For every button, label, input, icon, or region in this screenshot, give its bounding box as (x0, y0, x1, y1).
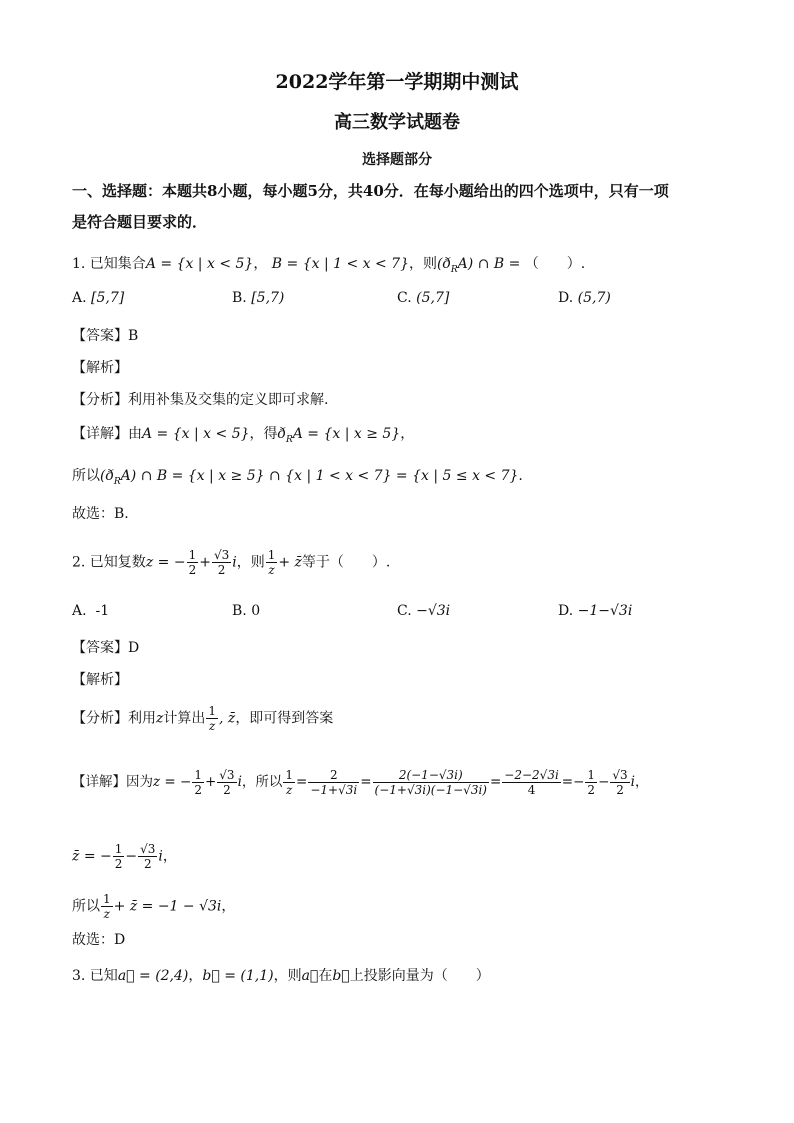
q2-option-a: A. -1 (72, 603, 110, 619)
q1-expr-rest: A) ∩ B = (457, 256, 521, 272)
q1-set-a: A = {x | x < 5} (145, 256, 254, 272)
q2-analysis-tag: 【解析】 (72, 672, 128, 688)
q3-stem: 3. 已知a⃗ = (2,4)，b⃗ = (1,1)，则a⃗在b⃗上投影向量为（ ） (72, 968, 490, 984)
q1-analysis-tag: 【解析】 (72, 360, 128, 376)
q1-blank: （ ）. (524, 256, 586, 272)
q1-stem (72, 254, 734, 280)
q2-so: 所以 $\frac{1}{z}$ + z̄ = −1 − √3i， (72, 892, 236, 921)
q2-zbar: z̄ = − $\frac{1}{2}$ − $\frac{√3}{2}$ i， (72, 842, 177, 871)
section-instruction-line2: 是符合题目要求的． (72, 213, 208, 231)
q1-sep: ， (253, 256, 268, 272)
q1-stem-text: 1. 已知集合 (72, 256, 146, 272)
exam-title: 2022学年第一学期期中测试 (275, 71, 519, 93)
q2-stem: 2. 已知复数z = − $\frac{1}{2}$ + $\frac{√3}{2}$ i，则 $\frac{1}{z}$ + z̄等于（ ）. (72, 548, 391, 577)
q2-option-d: D. −1−√3i (558, 603, 633, 619)
q1-option-c: C. (5,7] (397, 290, 450, 306)
q1-option-b: B. [5,7) (232, 290, 285, 306)
q1-detail: 【详解】由A = {x | x < 5}，得$ð_RA = \{x$ | x ≥ 5}， (72, 426, 415, 445)
q1-complement: (ð (437, 256, 451, 272)
q1-option-d: D. (5,7) (558, 290, 611, 306)
q2-option-b: B. 0 (232, 603, 261, 619)
q1-complement-sub: R (450, 264, 458, 275)
q1-stem-then: ，则 (409, 256, 437, 272)
q2-detail: 【详解】因为z = − $\frac{1}{2}$ + $\frac{√3}{2}$ i，所以 $\frac{1}{z}$ = $\frac{2}{-1+√3i}$ = $\frac{2(-1-√3i)}{(-1+√3i)(-1-√3i)}$ = $\frac{-2-2√3i}{4}$ =− $\frac{1}{2}$ − $\frac{√3}{2}$ i， (72, 768, 649, 797)
q1-fenxi: 【分析】利用补集及交集的定义即可求解. (72, 392, 329, 408)
q2-choose: 故选：D (72, 932, 126, 948)
q2-answer: 【答案】D (72, 640, 140, 656)
part-heading: 选择题部分 (362, 152, 432, 168)
q2-fenxi: 【分析】利用z计算出 $\frac{1}{z}$ , z̄，即可得到答案 (72, 704, 334, 733)
q1-set-b: B = {x | 1 < x < 7} (271, 256, 409, 272)
exam-subtitle: 高三数学试题卷 (334, 112, 460, 133)
q2-option-c: C. −√3i (397, 603, 451, 619)
section-instruction-line1: 一、选择题：本题共8小题，每小题5分，共40分．在每小题给出的四个选项中，只有一项 (72, 182, 669, 200)
q1-option-a: A. [5,7] (72, 290, 125, 306)
q1-choose: 故选：B. (72, 506, 129, 522)
q1-answer: 【答案】B (72, 328, 139, 344)
q1-so: 所以$(ð_RA)$ ∩ B = {x | x ≥ 5} ∩ {x | 1 < x < 7} = {x | 5 ≤ x < 7}. (72, 468, 523, 487)
